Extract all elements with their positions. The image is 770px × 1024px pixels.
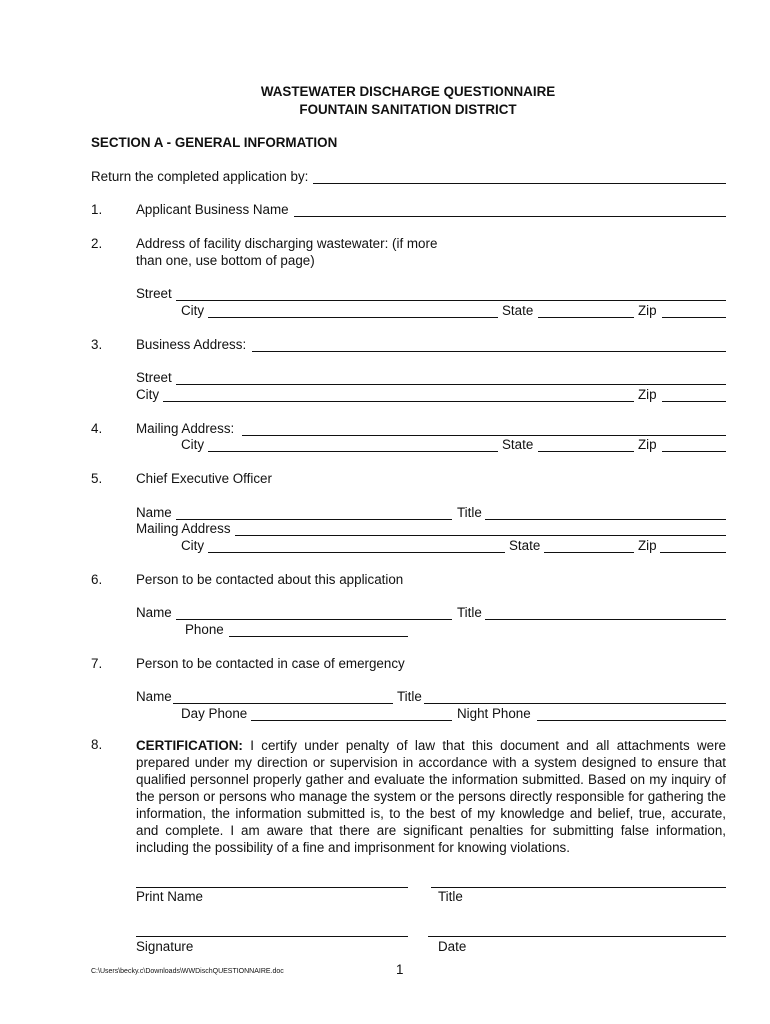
print-name-label: Print Name <box>136 889 203 904</box>
facility-zip-field[interactable] <box>662 317 726 318</box>
contact-phone-field[interactable] <box>229 636 408 637</box>
ceo-label: Chief Executive Officer <box>136 471 272 486</box>
date-field[interactable] <box>428 936 726 937</box>
facility-street-label: Street <box>136 286 172 301</box>
return-by-label: Return the completed application by: <box>91 169 309 184</box>
certification-heading: CERTIFICATION: <box>136 738 243 753</box>
return-by-field[interactable] <box>313 183 726 184</box>
business-address-field[interactable] <box>252 351 726 352</box>
ceo-name-label: Name <box>136 505 172 520</box>
item-number-7: 7. <box>91 656 103 671</box>
facility-state-label: State <box>502 303 534 318</box>
applicant-business-name-label: Applicant Business Name <box>136 202 289 217</box>
ceo-title-field[interactable] <box>485 519 726 520</box>
signer-title-label: Title <box>438 889 463 904</box>
contact-name-field[interactable] <box>176 619 452 620</box>
mailing-state-label: State <box>502 437 534 452</box>
ceo-title-label: Title <box>457 505 482 520</box>
contact-name-label: Name <box>136 605 172 620</box>
ceo-zip-field[interactable] <box>660 552 726 553</box>
business-street-label: Street <box>136 370 172 385</box>
print-name-field[interactable] <box>136 887 408 888</box>
ceo-name-field[interactable] <box>176 519 452 520</box>
footer-file-path: C:\Users\becky.c\Downloads\WWDischQUESTIONNAIRE.doc <box>91 968 284 975</box>
ceo-city-field[interactable] <box>208 552 505 553</box>
ceo-state-label: State <box>509 538 541 553</box>
ceo-mailing-address-field[interactable] <box>235 535 726 536</box>
document-title: WASTEWATER DISCHARGE QUESTIONNAIRE <box>260 84 556 99</box>
certification-text: I certify under penalty of law that this document and all attachments were prepared under my direction or supervision in accordance with a system designed to ensure that qualified personnel properly gather and evaluate the information submitted. Based on my inquiry of the person or persons who manage the system or the persons directly responsible for gathering the information, the information submitted is, to the best of my knowledge and belief, true, accurate, and complete. I am aware that there are significant penalties for submitting false information, including the possibility of a fine and imprisonment for knowing violations. <box>136 738 726 855</box>
emergency-title-label: Title <box>397 689 422 704</box>
signer-title-field[interactable] <box>431 887 726 888</box>
mailing-address-label: Mailing Address: <box>136 421 235 436</box>
business-street-field[interactable] <box>176 384 726 385</box>
signature-label: Signature <box>136 939 194 954</box>
emergency-night-phone-field[interactable] <box>537 720 726 721</box>
ceo-state-field[interactable] <box>544 552 634 553</box>
signature-field[interactable] <box>136 936 408 937</box>
business-zip-field[interactable] <box>662 401 726 402</box>
facility-street-field[interactable] <box>176 300 726 301</box>
business-address-label: Business Address: <box>136 337 247 352</box>
item-number-8: 8. <box>91 737 103 752</box>
applicant-business-name-field[interactable] <box>294 216 726 217</box>
emergency-night-phone-label: Night Phone <box>457 706 531 721</box>
emergency-day-phone-field[interactable] <box>251 720 452 721</box>
section-heading: SECTION A - GENERAL INFORMATION <box>91 135 338 150</box>
contact-title-label: Title <box>457 605 482 620</box>
item-number-5: 5. <box>91 471 103 486</box>
contact-application-label: Person to be contacted about this application <box>136 572 404 587</box>
contact-phone-label: Phone <box>185 622 224 637</box>
mailing-city-field[interactable] <box>208 451 498 452</box>
emergency-name-label: Name <box>136 689 172 704</box>
document-subtitle: FOUNTAIN SANITATION DISTRICT <box>299 102 517 117</box>
business-zip-label: Zip <box>638 387 657 402</box>
item-number-4: 4. <box>91 421 103 436</box>
mailing-city-label: City <box>181 437 205 452</box>
emergency-name-field[interactable] <box>173 703 393 704</box>
emergency-contact-label: Person to be contacted in case of emergency <box>136 656 405 671</box>
ceo-city-label: City <box>181 538 205 553</box>
date-label: Date <box>438 939 467 954</box>
business-city-label: City <box>136 387 160 402</box>
facility-address-label: Address of facility discharging wastewater: (if more <box>136 236 438 251</box>
certification-paragraph <box>136 737 726 856</box>
emergency-day-phone-label: Day Phone <box>181 706 248 721</box>
mailing-state-field[interactable] <box>538 451 634 452</box>
facility-city-field[interactable] <box>208 317 498 318</box>
contact-title-field[interactable] <box>485 619 726 620</box>
mailing-zip-label: Zip <box>638 437 657 452</box>
ceo-mailing-address-label: Mailing Address <box>136 521 231 536</box>
item-number-1: 1. <box>91 202 103 217</box>
ceo-zip-label: Zip <box>638 538 657 553</box>
facility-state-field[interactable] <box>538 317 634 318</box>
business-city-field[interactable] <box>163 401 634 402</box>
item-number-3: 3. <box>91 337 103 352</box>
mailing-address-field[interactable] <box>242 435 726 436</box>
facility-zip-label: Zip <box>638 303 657 318</box>
facility-address-label-cont: than one, use bottom of page) <box>136 253 315 268</box>
facility-city-label: City <box>181 303 205 318</box>
item-number-2: 2. <box>91 236 103 251</box>
item-number-6: 6. <box>91 572 103 587</box>
page-number: 1 <box>396 962 404 977</box>
mailing-zip-field[interactable] <box>662 451 726 452</box>
emergency-title-field[interactable] <box>424 703 726 704</box>
